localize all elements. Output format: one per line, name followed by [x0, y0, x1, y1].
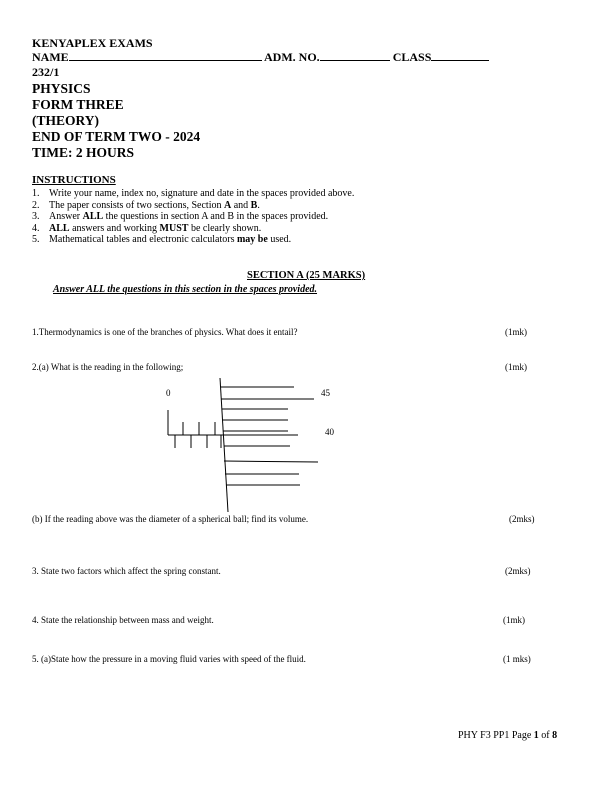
instruction-item: 2. The paper consists of two sections, Section A and B.: [32, 199, 260, 211]
instruction-item: 3. Answer ALL the questions in section A and B in the spaces provided.: [32, 211, 329, 222]
question-5a-marks: (1 mks): [503, 654, 531, 664]
instruction-item: 4. ALL answers and working MUST be clearly shown.: [32, 222, 262, 234]
section-subtitle: Answer ALL the questions in this section in the spaces provided.: [53, 284, 318, 295]
question-4-marks: (1mk): [503, 615, 525, 625]
thimble-upper-label: 45: [321, 388, 330, 398]
question-5a-text: 5. (a)State how the pressure in a moving fluid varies with speed of the fluid.: [32, 654, 306, 664]
thimble-lower-label: 40: [325, 427, 334, 437]
name-line: [32, 51, 489, 64]
instructions-title: INSTRUCTIONS: [32, 174, 116, 186]
question-1-marks: (1mk): [505, 327, 527, 337]
question-2a-marks: (1mk): [505, 362, 527, 372]
class-field[interactable]: [431, 51, 489, 61]
adm-field[interactable]: [320, 51, 390, 61]
question-4-text: 4. State the relationship between mass and weight.: [32, 615, 214, 625]
subject-title: PHYSICS: [32, 81, 91, 96]
time-title: TIME: 2 HOURS: [32, 145, 135, 160]
instructions-list: [32, 188, 354, 246]
question-3-marks: (2mks): [505, 566, 531, 576]
adm-label: ADM. NO.: [264, 50, 320, 64]
instruction-item: 1. Write your name, index no, signature and date in the spaces provided above.: [32, 188, 355, 199]
exam-org: KENYAPLEX EXAMS: [32, 36, 153, 50]
question-2a-text: 2.(a) What is the reading in the following;: [32, 362, 184, 372]
section-title: SECTION A (25 MARKS): [247, 270, 366, 281]
question-3-text: 3. State two factors which affect the spring constant.: [32, 566, 221, 576]
thimble-line: [224, 461, 318, 462]
question-1-text: 1.Thermodynamics is one of the branches of physics. What does it entail?: [32, 327, 298, 337]
page-footer: PHY F3 PP1 Page 1 of 8: [458, 730, 558, 741]
micrometer-diagram: [150, 375, 350, 515]
name-field[interactable]: [69, 51, 262, 61]
paper-type: (THEORY): [32, 113, 100, 128]
name-label: NAME: [32, 50, 69, 64]
paper-code: 232/1: [32, 65, 60, 79]
page-total: 8: [552, 730, 558, 741]
question-2b-marks: (2mks): [509, 514, 535, 524]
term-title: END OF TERM TWO - 2024: [32, 129, 201, 144]
sleeve-zero-label: 0: [166, 388, 171, 398]
page-number: 1: [533, 730, 539, 741]
form-title: FORM THREE: [32, 97, 124, 112]
question-2b-text: (b) If the reading above was the diameter of a spherical ball; find its volume.: [32, 514, 309, 524]
class-label: CLASS: [392, 50, 432, 64]
instruction-item: 5. Mathematical tables and electronic calculators may be used.: [32, 234, 292, 245]
